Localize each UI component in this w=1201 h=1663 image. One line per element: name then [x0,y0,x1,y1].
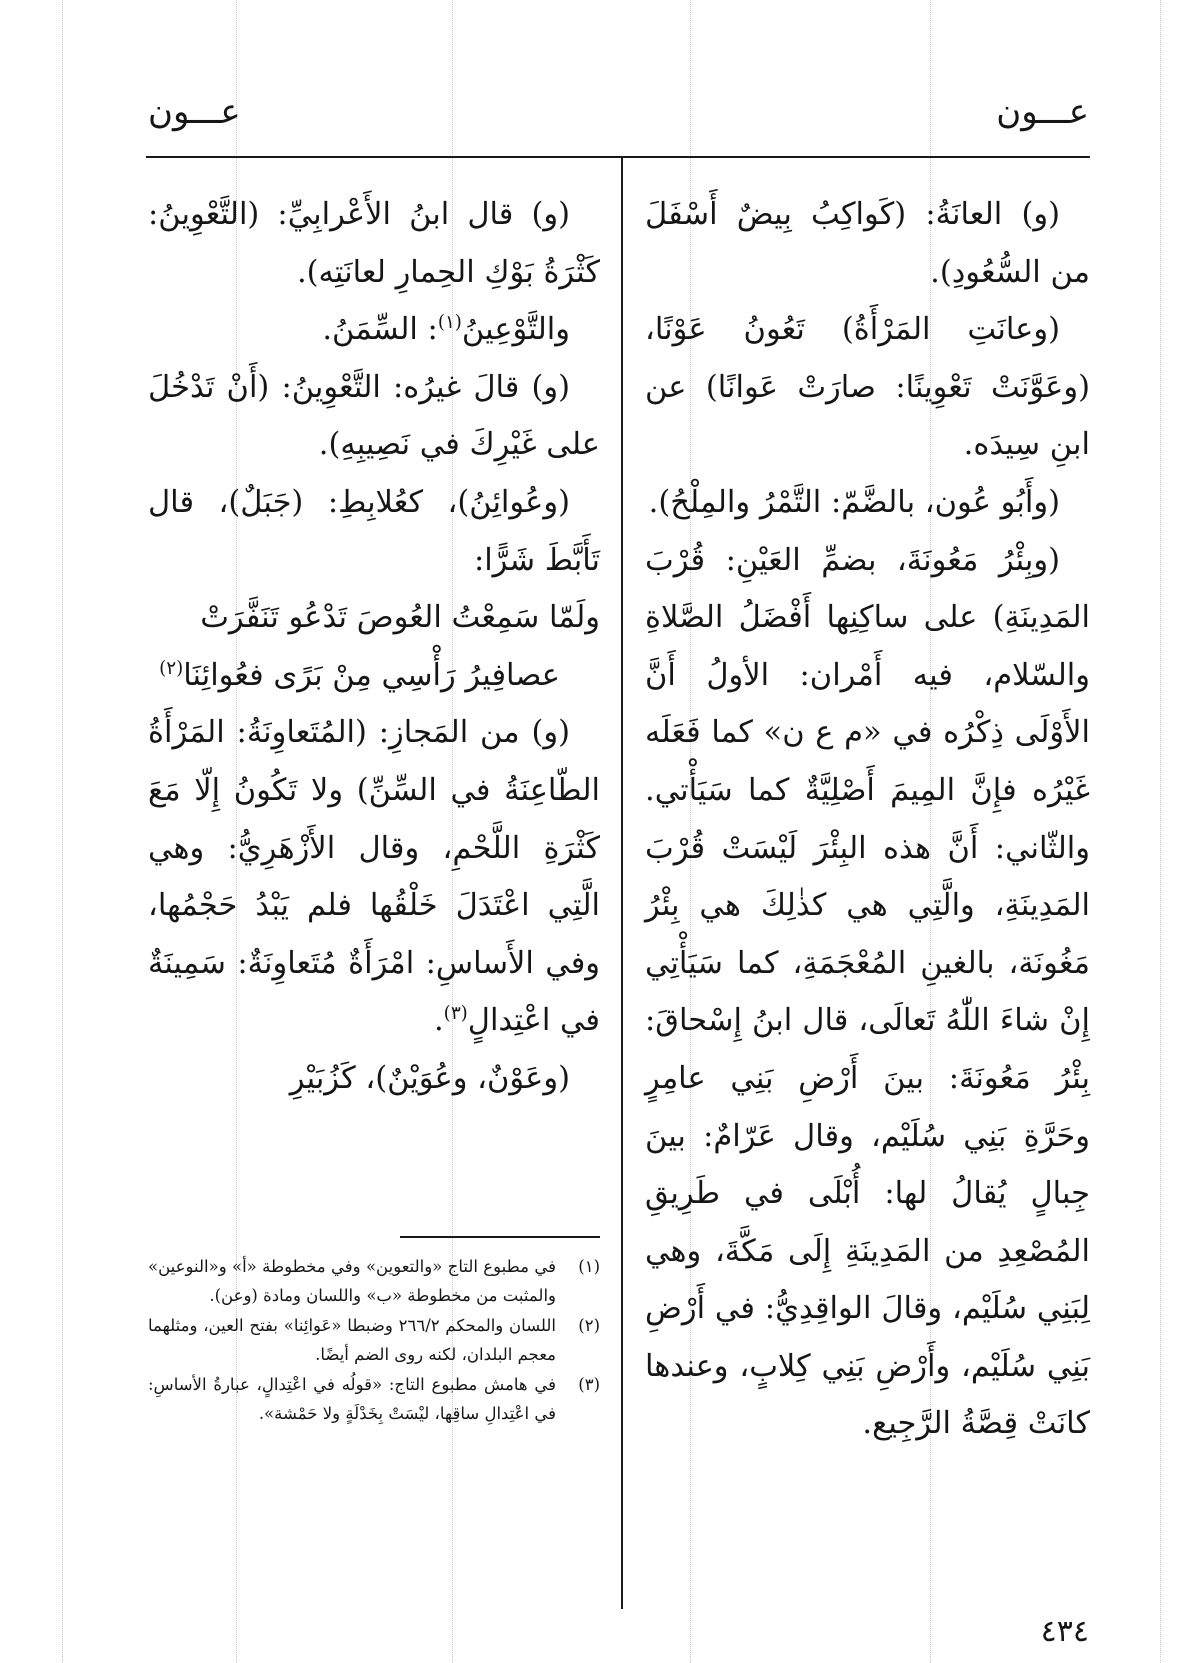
text-run: والتَّوْعِينُ [461,312,570,348]
footnote-ref: (٣) [443,1003,468,1025]
right-column [645,186,1090,1453]
paragraph: (وبِئْرُ مَعُونَةَ، بضمِّ العَيْنِ: قُرْبَ المَدِينَةِ) على ساكِنِها أَفْضَلُ الصَّلاةِ والسّلام، فيه أَمْران: الأولُ أَنَّ الأَوْلَى ذِكْرُه في «م ع ن» كما فَعَلَه غَيْرُه فإِنَّ المِيمَ أَصْلِيَّةٌ كما سَيَأْتي. والثّاني: أَنَّ هذه البِئْرَ لَيْسَتْ قُرْبَ المَدِينَةِ، والَّتِي هي كذٰلِكَ هي بِئْرُ مَغُونَة، بالغينِ المُعْجَمَةِ، كما سَيَأْتِي إِنْ شاءَ اللّٰهُ تَعالَى، قال ابنُ إِسْحاقَ: بِئْرُ مَعُونَةَ: بينَ أَرْضِ بَنِي عامِرٍ وحَرَّةِ بَنِي سُلَيْم، وقال عَرّامٌ: بينَ جِبالٍ يُقالُ لها: أُبْلَى في طَرِيقِ المُصْعِدِ من المَدِينَةِ إِلَى مَكَّةَ، وهي لِبَنِي سُلَيْم، وقالَ الواقِدِيُّ: في أَرْضِ بَنِي سُلَيْم، وأَرْضِ بَنِي كِلابٍ، وعندها كانَتْ قِصَّةُ الرَّجِيع. [645,542,1090,1442]
running-header-right: عـــون [996,92,1089,132]
left-column [148,186,600,1108]
footnote [148,1370,600,1428]
footnote-text: في هامش مطبوع التاج: «قولُه في اعْتِدالٍ، عبارةُ الأساسِ: في اعْتِدالِ ساقِها، ليْسَتْ بِخَدْلَةٍ ولا حَمْشة». [148,1375,556,1423]
text-run: عصافِيرُ رَأْسِي مِنْ بَرًى فعُوائِنَا [183,657,560,693]
footnote-ref: (١) [437,312,462,334]
paragraph [148,301,600,359]
page-number: ٤٣٤ [1040,1614,1089,1649]
footnotes [148,1252,600,1429]
header-rule [146,156,1090,158]
running-header-left: عـــون [148,92,241,132]
text-run: : السِّمَنُ. [322,312,438,348]
paragraph: (وعَوْنٌ، وعُوَيْنٌ)، كَزُبَيْرِ [289,1060,570,1096]
paragraph: (وعُوائِنُ)، كعُلابِطِ: (جَبَلٌ)، قال تَأَبَّطَ شَرًّا: [148,484,600,578]
footnote-number: (١) [578,1257,600,1276]
paragraph [148,704,600,1050]
column-divider [621,157,623,1609]
paragraph: (و) العانَةُ: (كَواكِبُ بِيضٌ أَسْفَلَ من السُّعُودِ). [645,197,1090,290]
text-run: . [433,1003,444,1039]
paragraph: (و) قال ابنُ الأَعْرابِيِّ: (التَّعْوِينُ: كَثْرَةُ بَوْكِ الحِمارِ لعانَتِه). [148,197,600,290]
scan-artifact-line [1160,0,1161,1663]
footnote-number: (٢) [578,1316,600,1335]
footnote-text: في مطبوع التاج «والتعوين» وفي مخطوطة «أ» و«النوعين» والمثبت من مخطوطة «ب» واللسان ومادة (وعن). [148,1257,556,1305]
poem-verse [148,647,600,705]
paragraph: (و) قالَ غيرُه: التَّعْوِينُ: (أَنْ تَدْخُلَ على غَيْرِكَ في نَصِيبِهِ). [148,369,600,463]
paragraph: (وعانَتِ المَرْأَةُ) تَعُونُ عَوْنًا، (وعَوَّنَتْ تَعْوِينًا: صارَتْ عَوانًا) عن ابنِ سِيدَه. [645,312,1090,463]
footnote [148,1311,600,1369]
poem-verse: ولَمّا سَمِعْتُ العُوصَ تَدْعُو تَنَفَّرَتْ [200,600,600,636]
footnote-rule [400,1236,600,1238]
scan-artifact-line [62,0,63,1663]
footnote-number: (٣) [578,1375,600,1394]
paragraph: (وأَبُو عُون، بالضَّمّ: التَّمْرُ والمِلْحُ). [648,484,1060,520]
footnote-text: اللسان والمحكم ٢٦٦/٢ وضبطا «عَوائِنا» بفتح العين، ومثلهما معجم البلدان، لكنه روى الضم أيضًا. [148,1316,556,1364]
footnote [148,1252,600,1310]
text-run: (و) من المَجازِ: (المُتَعاوِنَةُ: المَرْأَةُ الطّاعِنَةُ في السِّنِّ) ولا تَكُونُ إِلّا مَعَ كَثْرَةِ اللَّحْمِ، وقال الأَزْهَرِيُّ: وهي الَّتِي اعْتَدَلَ خَلْقُها فلم يَبْدُ حَجْمُها، وفي الأَساسِ: امْرَأَةٌ مُتَعاوِنَةٌ: سَمِينَةٌ في اعْتِدالٍ [148,715,600,1039]
footnote-ref: (٢) [159,657,184,679]
